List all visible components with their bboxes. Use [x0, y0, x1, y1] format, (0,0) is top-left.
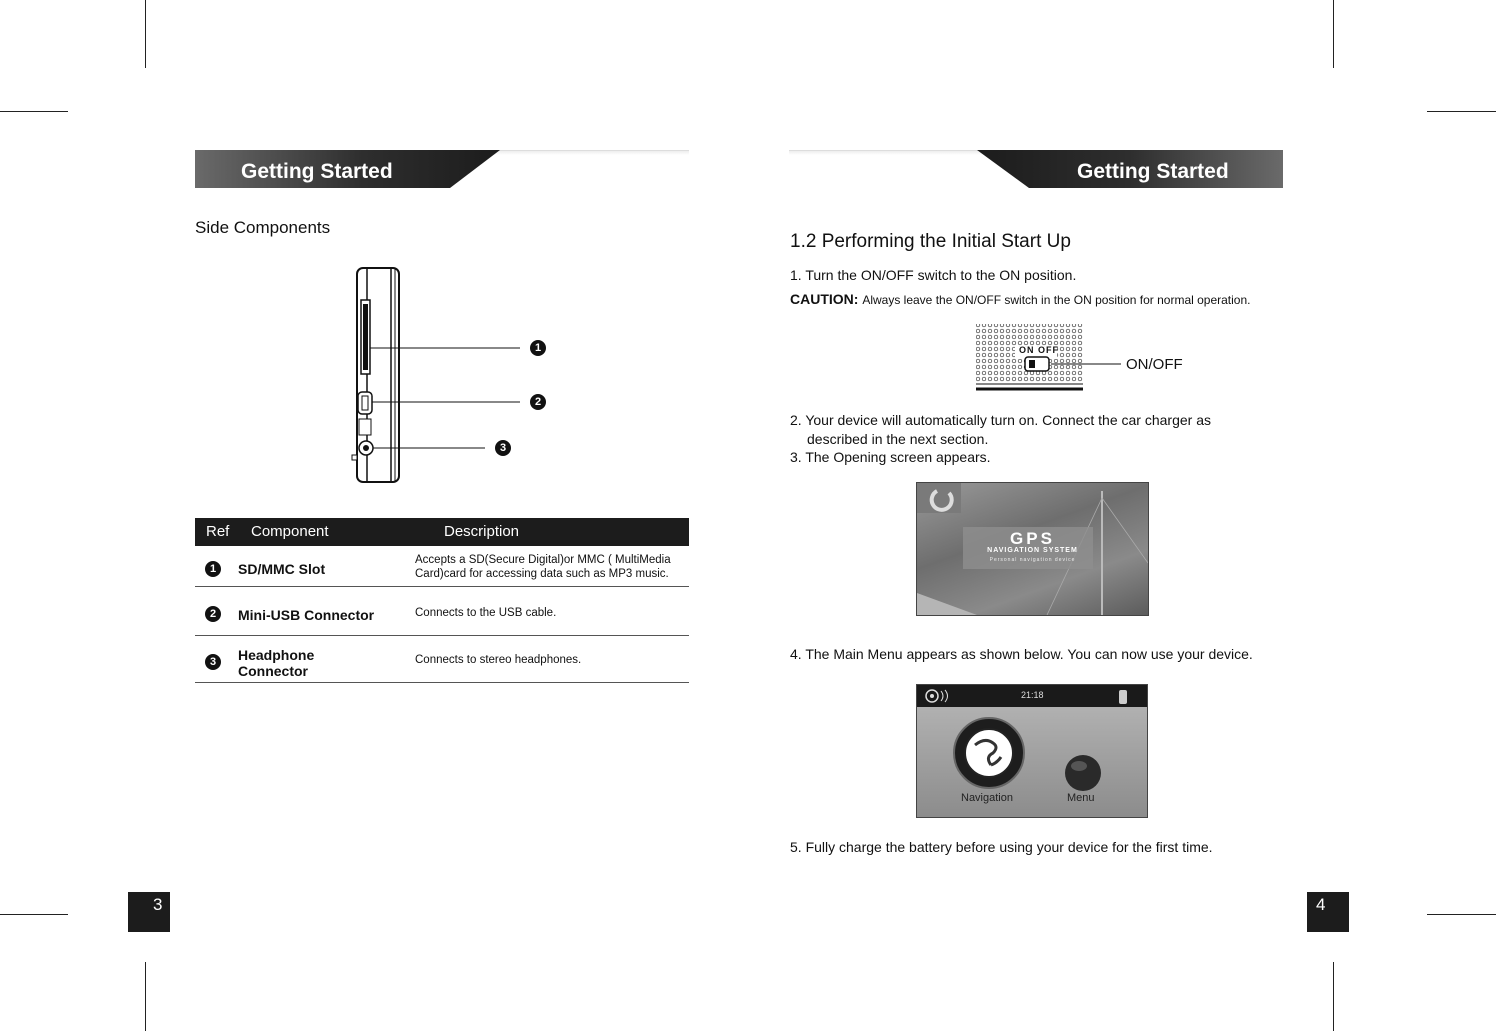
menu-orb-icon — [1063, 753, 1103, 793]
splash-subtitle: NAVIGATION SYSTEM — [987, 547, 1078, 554]
callout-1: 1 — [530, 340, 546, 356]
header-ref: Ref — [206, 523, 230, 540]
row-description: Accepts a SD(Secure Digital)or MMC ( MultiMedia Card)card for accessing data such as MP3 music. — [415, 554, 671, 580]
caution-text: Always leave the ON/OFF switch in the ON position for normal operation. — [862, 293, 1251, 307]
table-row — [195, 636, 689, 683]
crop-mark — [145, 0, 146, 68]
header-description: Description — [444, 523, 520, 540]
header-component: Component — [251, 523, 329, 540]
row-ref: 1 — [205, 561, 221, 577]
side-components-title: Side Components — [195, 218, 331, 237]
crop-mark — [1427, 111, 1496, 112]
caution-line — [790, 291, 1251, 307]
row-ref: 3 — [205, 654, 221, 670]
row-component: SD/MMC Slot — [238, 561, 326, 577]
left-header-title: Getting Started — [241, 160, 393, 183]
on-off-switch-drawing — [975, 322, 1125, 394]
row-ref: 2 — [205, 606, 221, 622]
switch-label: ON OFF — [1019, 345, 1059, 355]
splash-title: GPS — [1010, 529, 1055, 548]
component-table-header — [195, 518, 689, 546]
navigation-label: Navigation — [961, 792, 1013, 804]
page-number-text: 4 — [1316, 895, 1326, 914]
crop-mark — [0, 111, 68, 112]
left-page-number — [128, 892, 170, 932]
status-time: 21:18 — [1021, 690, 1044, 700]
row-description: Connects to the USB cable. — [415, 607, 557, 619]
startup-section-title: 1.2 Performing the Initial Start Up — [790, 231, 1071, 252]
table-row — [195, 546, 689, 587]
page-number-text: 3 — [153, 895, 163, 914]
crop-mark — [1333, 962, 1334, 1031]
step-4: 4. The Main Menu appears as shown below. You can now use your device. — [790, 646, 1253, 662]
step-5: 5. Fully charge the battery before using your device for the first time. — [790, 839, 1213, 855]
step-1: 1. Turn the ON/OFF switch to the ON position. — [790, 267, 1077, 283]
step-3: 3. The Opening screen appears. — [790, 449, 991, 465]
battery-icon — [1117, 688, 1129, 705]
crop-mark — [1333, 0, 1334, 68]
row-component: Mini-USB Connector — [238, 607, 375, 623]
caution-label: CAUTION: — [790, 291, 859, 307]
step-2-line1: 2. Your device will automatically turn on. Connect the car charger as — [790, 412, 1212, 428]
callout-3: 3 — [495, 440, 511, 456]
row-component: Headphone Connector — [238, 647, 315, 679]
navigation-globe-icon — [951, 715, 1027, 795]
crop-mark — [1427, 914, 1496, 915]
gps-signal-icon — [923, 688, 957, 704]
opening-screen-image — [916, 482, 1149, 616]
splash-tagline: Personal navigation device — [989, 557, 1076, 563]
row-description: Connects to stereo headphones. — [415, 654, 582, 666]
switch-callout: ON/OFF — [1126, 356, 1183, 373]
step-2-line2: described in the next section. — [807, 431, 989, 447]
crop-mark — [0, 914, 68, 915]
main-menu-image — [916, 684, 1148, 818]
right-header-title: Getting Started — [1077, 160, 1229, 183]
table-row — [195, 587, 689, 636]
menu-label: Menu — [1067, 792, 1095, 804]
device-side-drawing — [340, 262, 560, 487]
callout-2: 2 — [530, 394, 546, 410]
crop-mark — [145, 962, 146, 1031]
right-page-number — [1307, 892, 1349, 932]
